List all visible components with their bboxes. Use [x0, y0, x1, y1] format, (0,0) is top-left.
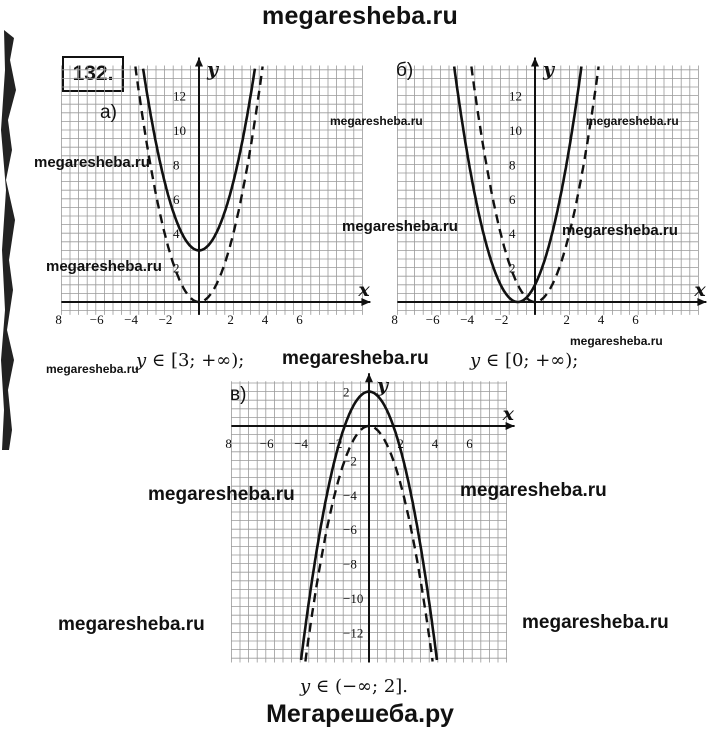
site-header-watermark: megaresheba.ru: [262, 2, 458, 30]
x-tick-label: −2: [494, 312, 509, 327]
panel-label: в): [230, 384, 247, 405]
x-axis-name: x: [694, 279, 706, 301]
y-tick-label: 6: [509, 191, 516, 207]
watermark: megaresheba.ru: [330, 114, 423, 128]
answer-b-text: ∈ [0; +∞);: [485, 350, 579, 371]
y-tick-label: −2: [343, 453, 357, 469]
watermark: megaresheba.ru: [148, 484, 295, 505]
y-tick-label: −8: [343, 556, 357, 572]
x-tick-label: 6: [632, 312, 639, 327]
x-tick-label: −4: [460, 312, 475, 327]
x-tick-label: 4: [431, 436, 439, 451]
watermark: megaresheba.ru: [34, 154, 150, 171]
graph-panel-b: [388, 48, 718, 338]
watermark: megaresheba.ru: [586, 114, 679, 128]
x-axis-name: x: [502, 403, 514, 425]
answer-b: [470, 350, 578, 371]
x-tick-label: −2: [328, 436, 343, 451]
y-tick-label: −6: [343, 522, 357, 538]
x-tick-label: 2: [397, 436, 404, 451]
y-axis-name: y: [377, 374, 389, 397]
y-axis-arrow: [531, 58, 539, 67]
x-tick-label: 8: [391, 312, 398, 327]
problem-number-badge: 132.: [62, 56, 124, 92]
answer-v-var: y: [300, 676, 311, 697]
x-tick-label: −4: [124, 312, 139, 327]
answer-v-text: ∈ (−∞; 2].: [315, 676, 409, 697]
y-tick-label: 10: [509, 123, 522, 138]
site-footer-watermark: Мегарешеба.ру: [266, 700, 454, 728]
graph-panel-v: [222, 374, 522, 668]
x-tick-label: −4: [294, 436, 309, 451]
x-tick-label: −6: [425, 312, 440, 327]
watermark: megaresheba.ru: [282, 348, 429, 369]
y-tick-label: 2: [173, 260, 180, 276]
x-tick-label: −6: [259, 436, 274, 451]
answer-b-var: y: [470, 350, 481, 371]
y-axis-arrow: [365, 373, 373, 382]
watermark: megaresheba.ru: [46, 258, 162, 275]
y-tick-label: 6: [173, 191, 180, 207]
y-axis-name: y: [543, 58, 555, 81]
x-tick-label: 2: [227, 312, 234, 327]
y-tick-label: 4: [509, 226, 516, 242]
watermark: megaresheba.ru: [46, 362, 139, 376]
y-tick-label: 8: [509, 157, 516, 173]
watermark: megaresheba.ru: [562, 222, 678, 239]
y-tick-label: −12: [343, 625, 364, 641]
x-tick-label: 4: [261, 312, 269, 327]
watermark: megaresheba.ru: [342, 218, 458, 235]
answer-v: [300, 676, 408, 697]
y-tick-label: 2: [509, 260, 516, 276]
watermark: megaresheba.ru: [570, 334, 663, 348]
y-tick-label: −4: [343, 487, 357, 503]
y-tick-label: −10: [343, 591, 364, 606]
answer-a-text: ∈ [3; +∞);: [151, 350, 245, 371]
answer-a-var: y: [136, 350, 147, 371]
y-axis-arrow: [195, 58, 203, 67]
x-tick-label: −6: [89, 312, 104, 327]
y-tick-label: 10: [173, 123, 186, 138]
y-tick-label: 12: [173, 88, 186, 104]
y-tick-label: 2: [343, 384, 350, 400]
watermark: megaresheba.ru: [58, 614, 205, 635]
x-tick-label: 6: [466, 436, 473, 451]
watermark: megaresheba.ru: [460, 480, 607, 501]
x-axis-name: x: [358, 279, 370, 301]
scan-edge-artifact: [0, 30, 22, 450]
x-tick-label: 6: [296, 312, 303, 327]
panel-label: а): [100, 102, 117, 123]
y-axis-name: y: [207, 58, 219, 81]
answer-a: [136, 350, 244, 371]
watermark: megaresheba.ru: [522, 612, 669, 633]
x-tick-label: −2: [158, 312, 173, 327]
graph-panel-a: [52, 48, 380, 338]
y-tick-label: 8: [173, 157, 180, 173]
x-tick-label: 8: [225, 436, 232, 451]
x-tick-label: 8: [55, 312, 62, 327]
x-tick-label: 4: [597, 312, 605, 327]
y-tick-label: 12: [509, 88, 522, 104]
x-tick-label: 2: [563, 312, 570, 327]
panel-label: б): [396, 60, 414, 81]
y-tick-label: 4: [173, 226, 180, 242]
